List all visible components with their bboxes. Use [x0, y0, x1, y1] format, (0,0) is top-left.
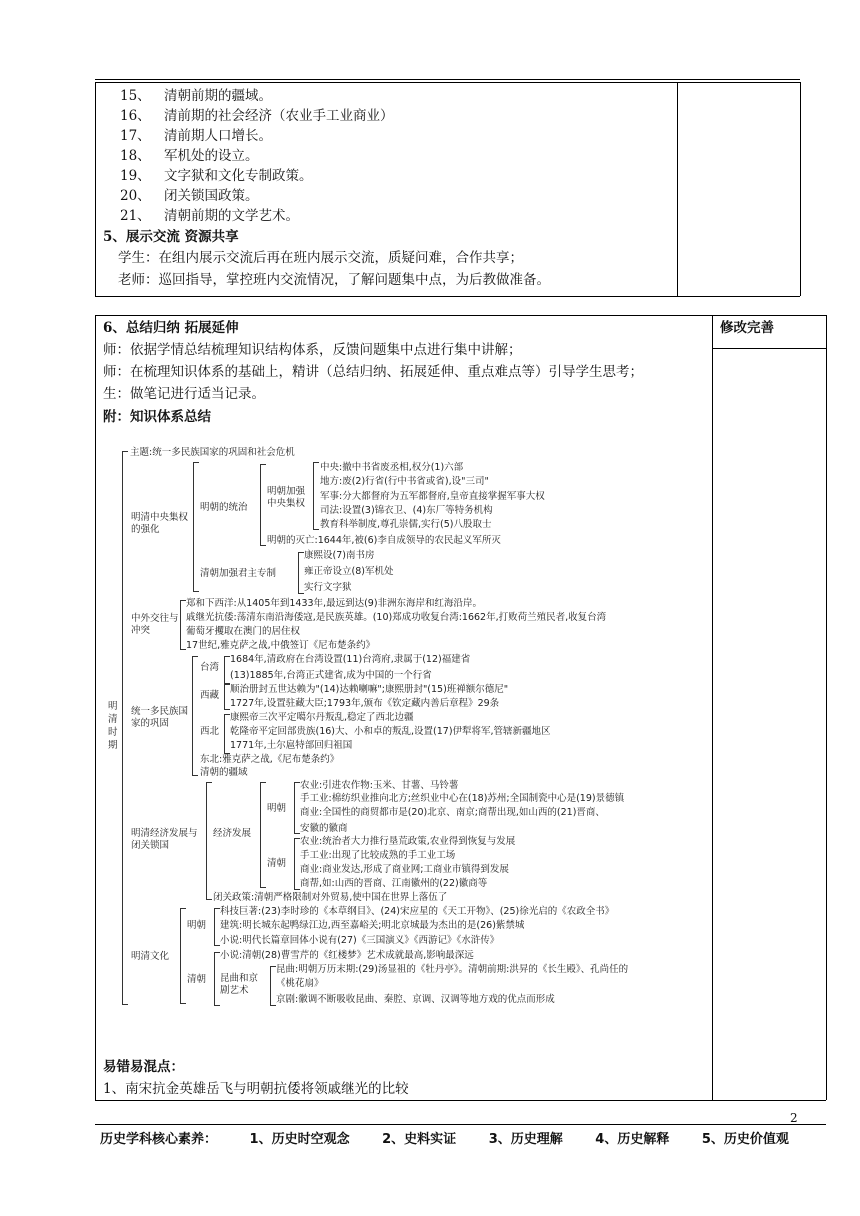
list-item: 顺治册封五世达赖为"(14)达赖喇嘛";康熙册封"(15)班禅额尔德尼" [230, 684, 509, 695]
branch-label: 明清经济发展与闭关锁国 [131, 828, 198, 851]
list-item: 建筑:明长城东起鸭绿江边,西至嘉峪关;明北京城最为杰出的是(26)紫禁城 [220, 920, 525, 931]
list-item: 手工业:棉纺织业推向北方;丝织业中心在(18)苏州;全国制瓷中心是(19)景德镇 [300, 793, 625, 804]
section5-title: 5、展示交流 资源共享 [103, 229, 239, 245]
list-item: (13)1885年,台湾正式建省,成为中国的一个行省 [230, 670, 432, 681]
branch-label: 中外交往与冲突 [131, 613, 179, 636]
list-item: 实行文字狱 [304, 582, 352, 593]
region-label: 西藏 [200, 690, 220, 701]
section5-student: 学生：在组内展示交流后再在班内展示交流，质疑问难，合作共享； [118, 250, 523, 266]
top-rule-1 [95, 79, 800, 80]
list-item: 康熙帝三次平定噶尔丹叛乱,稳定了西北边疆 [230, 712, 414, 723]
list-item: 18、 军机处的设立。 [120, 148, 259, 164]
top-table-bottom-border [95, 296, 800, 297]
top-rule-2 [95, 82, 800, 83]
list-item: 戚继光抗倭:荡清东南沿海倭寇,是民族英雄。(10)郑成功收复台湾:1662年,打败荷兰殖民者,收复台湾 [186, 612, 607, 623]
list-item: 商业:全国性的商贸都市是(20)北京、南京;商帮出现,如山西的(21)晋商、 [300, 807, 605, 818]
dynasty-label: 明朝 [267, 803, 287, 814]
side-header: 修改完善 [720, 320, 774, 336]
section6-line1: 师：依据学情总结梳理知识结构体系，反馈问题集中点进行集中讲解； [103, 342, 522, 358]
list-item: 1771年,土尔扈特部回归祖国 [230, 740, 353, 751]
list-item: 手工业:出现了比较成熟的手工业工场 [300, 850, 456, 861]
section6-title: 6、总结归纳 拓展延伸 [103, 320, 239, 336]
list-item: 小说:清朝(28)曹雪芹的《红楼梦》艺术成就最高,影响最深远 [220, 950, 474, 961]
section6-line3: 生：做笔记进行适当记录。 [103, 386, 265, 402]
sub-branch-label: 明朝加强中央集权 [267, 486, 306, 509]
appendix-title: 附：知识体系总结 [103, 409, 211, 425]
list-item: 司法:设置(3)锦衣卫、(4)东厂等特务机构 [320, 505, 493, 516]
branch-label: 明清中央集权的强化 [131, 512, 189, 535]
sub-branch-label: 清朝加强君主专制 [200, 568, 277, 579]
page-number: 2 [790, 1111, 798, 1125]
list-item: 地方:废(2)行省(行中书省或省),设"三司" [320, 476, 489, 487]
list-item: 商帮,如:山西的晋商、江南徽州的(22)徽商等 [300, 878, 488, 889]
list-item: 乾隆帝平定回部贵族(16)大、小和卓的叛乱,设置(17)伊犁将军,管辖新疆地区 [230, 726, 551, 737]
list-item: 东北:雅克萨之战,《尼布楚条约》 [200, 754, 340, 765]
branch-label: 统一多民族国家的巩固 [131, 706, 189, 729]
list-item: 17、 清前期人口增长。 [120, 128, 272, 144]
branch-brace [206, 782, 212, 900]
list-item: 19、 文字狱和文化专制政策。 [120, 168, 313, 184]
footer-item: 5、历史价值观 [701, 1132, 789, 1147]
branch-label: 明清文化 [131, 951, 170, 962]
list-item: 小说:明代长篇章回体小说有(27)《三国演义》《西游记》《水浒传》 [220, 935, 500, 946]
list-item: 《桃花扇》 [276, 978, 324, 989]
second-table-bottom-border [95, 1100, 826, 1101]
diagram-root: 主题:统一多民族国家的巩固和社会危机 [130, 447, 295, 458]
list-item: 安徽的徽商 [300, 823, 348, 834]
sub-branch-label: 明朝的统治 [200, 502, 248, 513]
mistakes-item: 1、南宋抗金英雄岳飞与明朝抗倭将领戚继光的比较 [103, 1081, 409, 1097]
mistakes-title: 易错易混点： [103, 1059, 184, 1075]
list-item: 21、 清朝前期的文学艺术。 [120, 208, 299, 224]
list-item: 17世纪,雅克萨之战,中俄签订《尼布楚条约》 [186, 640, 376, 651]
branch-brace [192, 656, 198, 776]
footer-rule [95, 1124, 826, 1125]
top-table-divider [677, 82, 678, 296]
footer-item: 4、历史解释 [595, 1132, 670, 1147]
dynasty-label: 清朝 [267, 858, 287, 869]
period-brace [122, 451, 128, 1005]
footer [100, 1128, 817, 1147]
list-item: 1727年,设置驻藏大臣;1793年,颁布《钦定藏内善后章程》29条 [230, 698, 500, 709]
second-table-top-border [95, 315, 826, 316]
second-table-left-border [95, 315, 96, 1101]
list-item: 20、 闭关锁国政策。 [120, 188, 259, 204]
list-item: 郑和下西洋:从1405年到1433年,最远到达(9)非洲东海岸和红海沿岸。 [186, 598, 483, 609]
footer-label: 历史学科核心素养： [100, 1132, 218, 1147]
list-item: 昆曲:明朝万历末期:(29)汤显祖的《牡丹亭》。清朝前期:洪昇的《长生殿》、孔尚任的 [276, 964, 629, 975]
sub-branch-brace [313, 462, 319, 530]
list-item: 京剧:徽调不断吸收昆曲、秦腔、京调、汉调等地方戏的优点而形成 [276, 994, 555, 1005]
sub-branch-label: 昆曲和京剧艺术 [220, 973, 259, 996]
list-item: 明朝的灭亡:1644年,被(6)李自成领导的农民起义军所灭 [267, 535, 501, 546]
list-item: 葡萄牙攫取在澳门的居住权 [186, 626, 301, 637]
list-item: 农业:引进农作物:玉米、甘薯、马铃薯 [300, 780, 459, 791]
top-table-right-border [800, 82, 801, 296]
list-item: 1684年,清政府在台湾设置(11)台湾府,隶属于(12)福建省 [230, 654, 471, 665]
list-item: 农业:统治者大力推行垦荒政策,农业得到恢复与发展 [300, 836, 516, 847]
footer-item: 1、历史时空观念 [249, 1132, 350, 1147]
region-label: 台湾 [200, 662, 220, 673]
sub-branch-label: 经济发展 [213, 828, 252, 839]
dynasty-label: 清朝 [187, 974, 207, 985]
sub-branch-brace [260, 464, 266, 546]
list-item: 商业:商业发达,形成了商业网;工商业市镇得到发展 [300, 864, 509, 875]
branch-brace [180, 908, 186, 1004]
list-item: 中央:撤中书省废丞相,权分(1)六部 [320, 462, 464, 473]
section5-teacher: 老师：巡回指导，掌控班内交流情况，了解问题集中点，为后教做准备。 [118, 272, 550, 288]
section6-line2: 师：在梳理知识体系的基础上，精讲（总结归纳、拓展延伸、重点难点等）引导学生思考； [103, 364, 643, 380]
footer-item: 3、历史理解 [488, 1132, 563, 1147]
list-item: 教育科举制度,尊孔崇儒,实行(5)八股取士 [320, 519, 492, 530]
list-item: 康熙设(7)南书房 [304, 550, 375, 561]
list-item: 雍正帝设立(8)军机处 [304, 566, 394, 577]
list-item: 军事:分大都督府为五军都督府,皇帝直接掌握军事大权 [320, 491, 545, 502]
period-label: 明清时期 [108, 701, 118, 751]
top-table-left-border [95, 82, 96, 296]
list-item: 科技巨著:(23)李时珍的《本草纲目》、(24)宋应星的《天工开物》、(25)徐光启的《农政全书》 [220, 906, 615, 917]
second-table-divider [712, 315, 713, 1100]
list-item: 16、 清前期的社会经济（农业手工业商业） [120, 108, 394, 124]
list-item: 清朝的疆域 [200, 767, 248, 778]
region-label: 西北 [200, 726, 220, 737]
footer-item: 2、史料实证 [382, 1132, 457, 1147]
second-table-right-border [826, 315, 827, 1100]
side-header-rule [712, 348, 826, 349]
list-item: 闭关政策:清朝严格限制对外贸易,使中国在世界上落伍了 [213, 892, 448, 903]
sub-branch-brace [260, 782, 266, 888]
dynasty-label: 明朝 [187, 920, 207, 931]
list-item: 15、 清朝前期的疆域。 [120, 88, 272, 104]
branch-brace [193, 462, 199, 592]
